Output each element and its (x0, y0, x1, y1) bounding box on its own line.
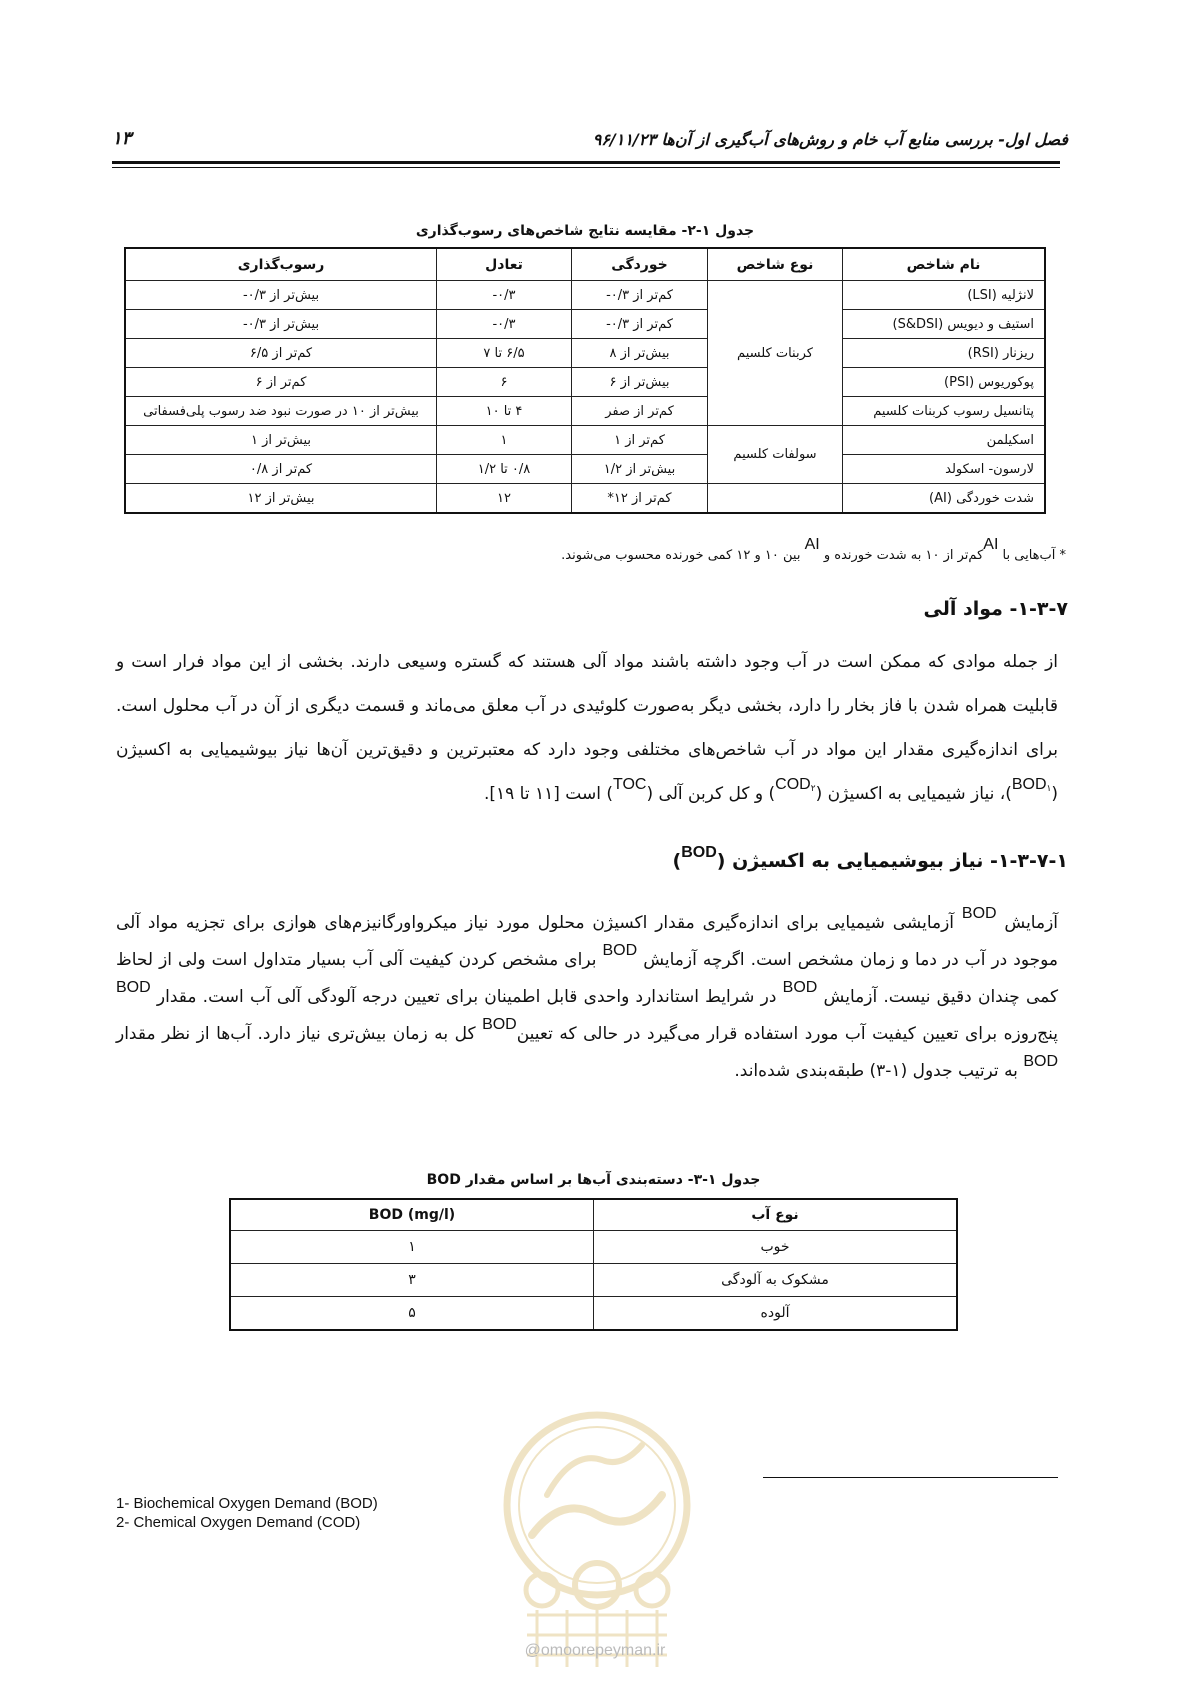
cell-scaling: بیش‌تر از ۰/۳- (125, 281, 437, 310)
cell-balance: ۰/۳- (437, 310, 572, 339)
table-row (125, 455, 1045, 484)
bod-para-5: پنج‌روزه برای تعیین کیفیت آب مورد استفاده قرار می‌گیرد در حالی که تعیین (516, 1024, 1059, 1044)
table1-note (561, 536, 1066, 564)
cell-index-name: لارسون- اسکولد (843, 455, 1046, 484)
cell-group-calcium-sulfate: سولفات کلسیم (708, 426, 843, 484)
abbr-bod: BOD (1023, 1053, 1058, 1070)
cell-balance: ۰/۳- (437, 281, 572, 310)
footnote-ref-1: ۱ (1046, 784, 1052, 794)
table1-caption: جدول ۱-۲- مقایسه نتایج شاخص‌های رسوب‌گذاری (415, 223, 755, 239)
bod-classification-table (229, 1198, 958, 1331)
para1-main: از جمله موادی که ممکن است در آب وجود داشته باشند مواد آلی هستند که گستره وسیعی دارند. بخشی از این مواد فرار است و قابلیت همراه شدن با فاز بخار را دارد، بخشی دیگر به‌صورت کلوئیدی در آب معلق می‌ماند و قسمت دیگری از آن در آب محلول است. برای اندازه‌گیری مقدار این مواد در آب شاخص‌های مختلفی وجود دارد که معتبرترین و دقیق‌ترین (116, 652, 1058, 760)
header-balance: تعادل (437, 248, 572, 281)
bod-para-4: در شرایط استاندارد واحدی قابل اطمینان برای تعیین درجه آلودگی آلی آب است. مقدار (156, 987, 777, 1007)
abbr-bod: BOD (961, 905, 997, 922)
footnote-2: 2- Chemical Oxygen Demand (COD) (116, 1514, 361, 1531)
abbr-bod: BOD (1011, 776, 1047, 793)
table-row (125, 426, 1045, 455)
footnote-1: 1- Biochemical Oxygen Demand (BOD) (116, 1495, 378, 1512)
header-scaling: رسوب‌گذاری (125, 248, 437, 281)
cell-scaling: بیش‌تر از ۱۰ در صورت نبود ضد رسوب پلی‌فسفاتی (125, 397, 437, 426)
cell-scaling: بیش‌تر از ۰/۳- (125, 310, 437, 339)
bod-para-6: کل به زمان بیش‌تری نیاز دارد. آب‌ها از نظر مقدار (116, 1024, 476, 1044)
para1-b: )، نیاز شیمیایی به اکسیژن ( (815, 784, 1012, 804)
table-row (230, 1297, 957, 1331)
abbr-bod: BOD (602, 942, 638, 959)
cell-balance: ۰/۸ تا ۱/۲ (437, 455, 572, 484)
cell-balance: ۱۲ (437, 484, 572, 514)
cell-bod-value: ۳ (230, 1264, 594, 1297)
cell-index-name: شدت خوردگی (AI) (843, 484, 1046, 514)
running-header-title: فصل اول- بررسی منابع آب خام و روش‌های آب‌گیری از آن‌ها ۹۶/۱۱/۲۳ (592, 130, 1068, 149)
cell-water-type: آلوده (594, 1297, 958, 1331)
subsection-heading-bod (672, 844, 1068, 872)
watermark-url: @omoorepeyman.ir (524, 1642, 666, 1659)
cell-index-name: استیف و دیویس (S&DSI) (843, 310, 1046, 339)
cell-scaling: کم‌تر از ۰/۸ (125, 455, 437, 484)
abbr-bod: BOD (482, 1016, 517, 1033)
table2-caption: جدول ۱-۳- دسته‌بندی آب‌ها بر اساس مقدار BOD (426, 1172, 761, 1188)
subsection-heading-end: ) (672, 850, 682, 872)
cell-corrosion: بیش‌تر از ۸ (572, 339, 708, 368)
cell-corrosion: بیش‌تر از ۶ (572, 368, 708, 397)
header-rule-thin (112, 167, 1060, 168)
page-number: ۱۳ (112, 128, 132, 149)
table-row (230, 1231, 957, 1264)
bod-para-7: به ترتیب جدول (۱-۳) طبقه‌بندی شده‌اند. (734, 1061, 1018, 1081)
header-corrosion: خوردگی (572, 248, 708, 281)
cell-scaling: کم‌تر از ۶/۵ (125, 339, 437, 368)
cell-scaling: بیش‌تر از ۱ (125, 426, 437, 455)
cell-index-name: پتانسیل رسوب کربنات کلسیم (843, 397, 1046, 426)
para1-a: آن‌ها نیاز بیوشیمیایی به اکسیژن ( (116, 740, 1058, 804)
bod-paragraph (116, 905, 1058, 1090)
header-bod-value: BOD (mg/l) (230, 1199, 594, 1231)
cell-water-type: مشکوک به آلودگی (594, 1264, 958, 1297)
cell-index-name: ریزنار (RSI) (843, 339, 1046, 368)
cell-scaling: کم‌تر از ۶ (125, 368, 437, 397)
table-row (125, 281, 1045, 310)
abbr-cod: COD (775, 776, 811, 793)
table-row (125, 397, 1045, 426)
cell-corrosion: کم‌تر از ۱ (572, 426, 708, 455)
heading-abbr-bod: BOD (681, 844, 717, 861)
cell-scaling: بیش‌تر از ۱۲ (125, 484, 437, 514)
header-index-name: نام شاخص (843, 248, 1046, 281)
cell-balance: ۱ (437, 426, 572, 455)
cell-balance: ۶/۵ تا ۷ (437, 339, 572, 368)
abbr-bod: BOD (116, 979, 151, 996)
cell-index-name: اسکیلمن (843, 426, 1046, 455)
subsection-heading-text: ۱-۳-۷-۱- نیاز بیوشیمیایی به اکسیژن ( (716, 850, 1068, 872)
table-row (125, 368, 1045, 397)
note-part-c: بین ۱۰ و ۱۲ کمی خورنده محسوب می‌شوند. (561, 548, 801, 563)
section-heading-organic-matter: ۱-۳-۷- مواد آلی (923, 598, 1068, 620)
cell-balance: ۴ تا ۱۰ (437, 397, 572, 426)
bod-para-1: آزمایش (1004, 913, 1059, 933)
para1-d: ) است [۱۱ تا ۱۹]. (483, 784, 613, 804)
note-ai-1: AI (983, 536, 999, 553)
header-index-type: نوع شاخص (708, 248, 843, 281)
cell-corrosion: کم‌تر از ۱۲* (572, 484, 708, 514)
footnote-ref-2: ۲ (810, 784, 816, 794)
note-part-a: * آب‌هایی با (1002, 548, 1066, 563)
table-row (125, 339, 1045, 368)
table-header-row (125, 248, 1045, 281)
cell-corrosion: کم‌تر از ۰/۳- (572, 281, 708, 310)
header-water-type: نوع آب (594, 1199, 958, 1231)
footnote-rule (763, 1477, 1058, 1478)
cell-corrosion: کم‌تر از ۰/۳- (572, 310, 708, 339)
cell-bod-value: ۵ (230, 1297, 594, 1331)
scaling-indices-table (124, 247, 1046, 514)
cell-balance: ۶ (437, 368, 572, 397)
cell-index-name: پوکوریوس (PSI) (843, 368, 1046, 397)
table-row (125, 484, 1045, 514)
abbr-bod: BOD (782, 979, 818, 996)
cell-group-calcium-carbonate: کربنات کلسیم (708, 281, 843, 426)
watermark-logo (487, 1405, 707, 1680)
bod-para-2: آزمایشی شیمیایی برای اندازه‌گیری مقدار اکسیژن محلول مورد نیاز میکرواورگانیزم‌های هوازی برای تجزیه مواد آلی موجود در آب در دما و زمان مشخص است. اگرچه آزمایش (116, 913, 1059, 970)
cell-water-type: خوب (594, 1231, 958, 1264)
table-row (230, 1264, 957, 1297)
bod-para-3: برای مشخص کردن کیفیت آلی آب بسیار متداول است ولی از لحاظ کمی چندان دقیق نیست. آزمایش (116, 950, 1059, 1007)
cell-index-name: لانژلیه (LSI) (843, 281, 1046, 310)
table-header-row (230, 1199, 957, 1231)
cell-group-empty (708, 484, 843, 514)
cell-corrosion: کم‌تر از صفر (572, 397, 708, 426)
table-row (125, 310, 1045, 339)
para1-c: ) و کل کربن آلی ( (646, 784, 776, 804)
abbr-toc: TOC (613, 776, 647, 793)
cell-bod-value: ۱ (230, 1231, 594, 1264)
organic-matter-paragraph (116, 640, 1058, 819)
note-part-b: کم‌تر از ۱۰ به شدت خورنده و (823, 548, 984, 563)
note-ai-2: AI (804, 536, 820, 553)
cell-corrosion: بیش‌تر از ۱/۲ (572, 455, 708, 484)
header-rule-thick (112, 161, 1060, 164)
